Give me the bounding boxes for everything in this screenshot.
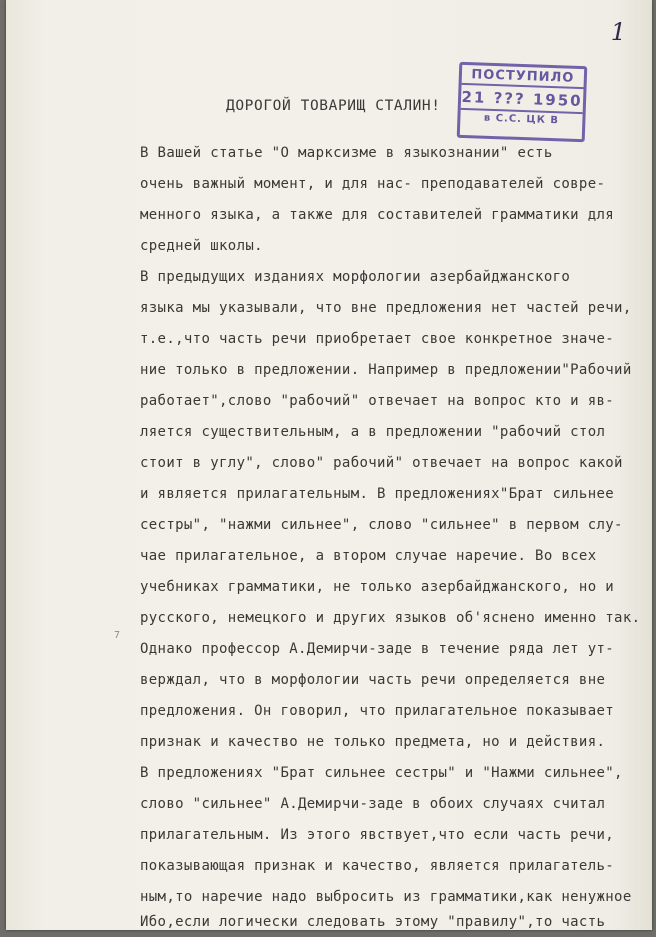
body-line: показывающая признак и качество, является прилагатель- bbox=[140, 858, 615, 874]
body-line: верждал, что в морфологии часть речи определяется вне bbox=[140, 672, 606, 688]
body-line: работает",слово "рабочий" отвечает на вопрос кто и яв- bbox=[140, 393, 615, 409]
body-line: В Вашей статье "О марксизме в языкознании" есть bbox=[140, 145, 553, 161]
body-line: слово "сильнее" А.Демирчи-заде в обоих случаях считал bbox=[140, 796, 606, 812]
body-line: прилагательным. Из этого явствует,что если часть речи, bbox=[140, 827, 615, 843]
body-line: т.е.,что часть речи приобретает свое конкретное значе- bbox=[140, 331, 615, 347]
body-line: очень важный момент, и для нас- преподавателей совре- bbox=[140, 176, 606, 192]
stamp-line-2: 21 ??? 1950 bbox=[461, 85, 584, 114]
received-stamp bbox=[457, 62, 588, 142]
body-line: Ибо,если логически следовать этому "правилу",то часть bbox=[140, 914, 606, 930]
body-line: стоит в углу", слово" рабочий" отвечает на вопрос какой bbox=[140, 455, 623, 471]
body-line: русского, немецкого и других языков об'яснено именно так. bbox=[140, 610, 641, 626]
letter-salutation: ДОРОГОЙ ТОВАРИЩ СТАЛИН! bbox=[226, 98, 441, 114]
stamp-line-1: ПОСТУПИЛО bbox=[462, 65, 585, 89]
body-line: учебниках грамматики, не только азербайджанского, но и bbox=[140, 579, 615, 595]
body-line: сестры", "нажми сильнее", слово "сильнее" в первом слу- bbox=[140, 517, 623, 533]
body-line: предложения. Он говорил, что прилагательное показывает bbox=[140, 703, 615, 719]
body-line: и является прилагательным. В предложениях"Брат сильнее bbox=[140, 486, 615, 502]
body-line: Однако профессор А.Демирчи-заде в течение ряда лет ут- bbox=[140, 641, 615, 657]
document-page bbox=[6, 0, 652, 930]
body-line: ние только в предложении. Например в предложении"Рабочий bbox=[140, 362, 632, 378]
body-line: В предложениях "Брат сильнее сестры" и "Нажми сильнее", bbox=[140, 765, 623, 781]
body-line: ным,то наречие надо выбросить из грамматики,как ненужное bbox=[140, 889, 632, 905]
body-line: средней школы. bbox=[140, 238, 263, 254]
body-line: В предыдущих изданиях морфологии азербайджанского bbox=[140, 269, 571, 285]
body-line: языка мы указывали, что вне предложения нет частей речи, bbox=[140, 300, 632, 316]
stamp-line-3: в С.С. ЦК В bbox=[483, 112, 560, 127]
body-line: признак и качество не только предмета, но и действия. bbox=[140, 734, 606, 750]
body-line: ляется существительным, а в предложении "рабочий стол bbox=[140, 424, 606, 440]
body-line: менного языка, а также для составителей грамматики для bbox=[140, 207, 615, 223]
body-line: чае прилагательное, а втором случае наречие. Во всех bbox=[140, 548, 597, 564]
page-number: 1 bbox=[610, 18, 626, 46]
margin-pencil-mark: 7 bbox=[114, 630, 121, 641]
